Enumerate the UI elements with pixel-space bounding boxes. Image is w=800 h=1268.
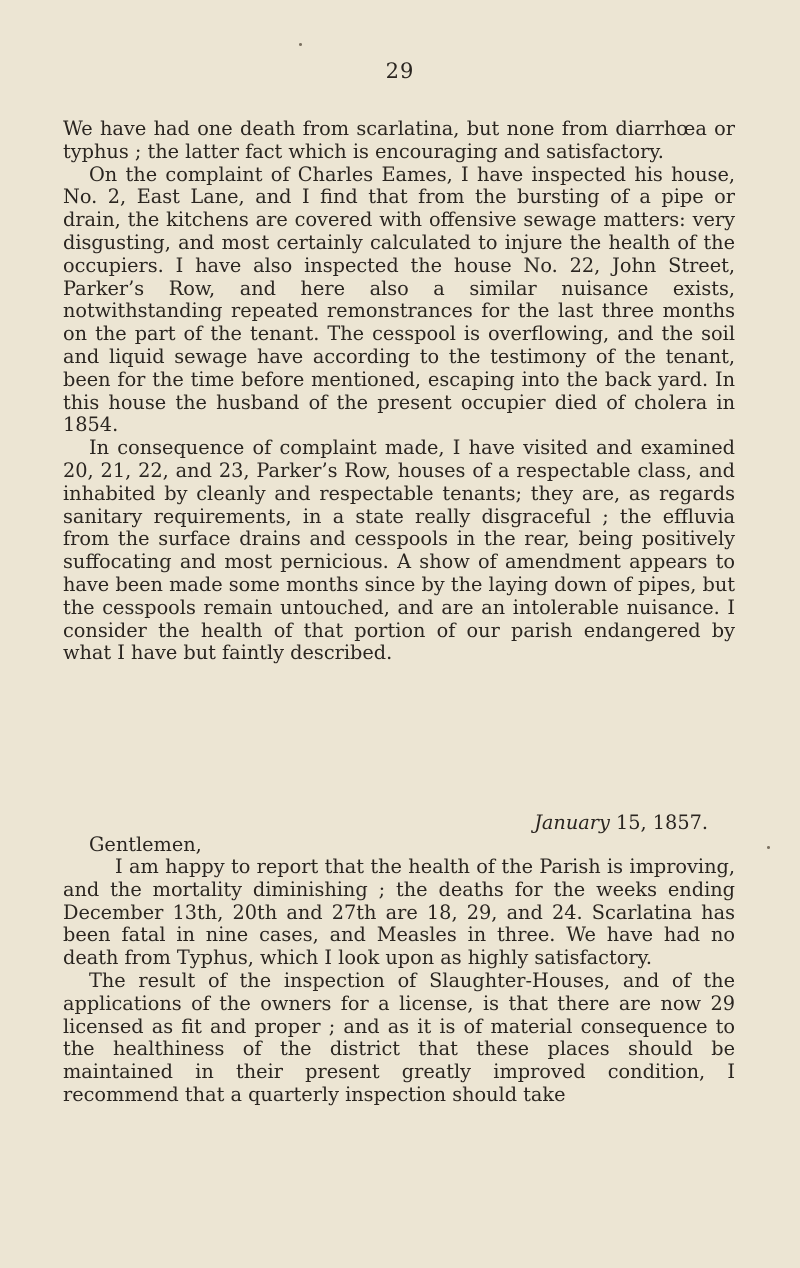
paragraph-slaughter-houses: The result of the inspection of Slaughter-Houses, and of the applications of the owners for a license, is that there are now 29 licensed as fit and proper ; and as it is of material consequence to the healthiness of the district that these places should be maintained in their present greatly improved condition, I recommend that a quarterly inspection should take xyxy=(63,968,735,1106)
page-number: 29 xyxy=(385,59,415,83)
letter-date xyxy=(534,811,708,834)
paragraph-parish-health: I am happy to report that the health of the Parish is improving, and the mortality diminishing ; the deaths for the weeks ending December 13th, 20th and 27th are 18, 29, and 24. Scarlatina has been fatal in nine cases, and Measles in three. We have had no death from Typhus, which I look upon as highly satisfactory. xyxy=(63,855,735,970)
letter-date-month: January xyxy=(534,811,610,834)
paper-speck xyxy=(299,43,302,46)
paper-speck xyxy=(767,846,770,849)
letter-body xyxy=(63,856,735,1107)
paragraph-eames-complaint: On the complaint of Charles Eames, I have inspected his house, No. 2, East Lane, and I find that from the bursting of a pipe or drain, the kitchens are covered with offensive sewage matters: very disgusting, and most certainly calculated to injure the health of the occupiers. I have also inspected the house No. 22, John Street, Parker’s Row, and here also a similar nuisance exists, notwithstanding repeated remonstrances for the last three months on the part of the tenant. The cesspool is overflowing, and the soil and liquid sewage have according to the testimony of the tenant, been for the time before mentioned, escaping into the back yard. In this house the husband of the present occupier died of cholera in 1854. xyxy=(63,162,735,437)
paragraph-deaths: We have had one death from scarlatina, but none from diarrhœa or typhus ; the latter fact which is encouraging and satisfactory. xyxy=(63,117,735,163)
letter-salutation: Gentlemen, xyxy=(89,833,202,856)
paragraph-parkers-row: In consequence of complaint made, I have visited and examined 20, 21, 22, and 23, Parker’s Row, houses of a respectable class, and inhabited by cleanly and respectable tenants; they are, as regards sanitary requirements, in a state really disgraceful ; the effluvia from the surface drains and cesspools in the rear, being positively suffocating and most pernicious. A show of amendment appears to have been made some months since by the laying down of pipes, but the cesspools remain untouched, and are an intolerable nuisance. I consider the health of that portion of our parish endangered by what I have but faintly described. xyxy=(63,436,735,665)
letter-date-rest: 15, 1857. xyxy=(616,811,708,834)
report-section xyxy=(63,118,735,665)
